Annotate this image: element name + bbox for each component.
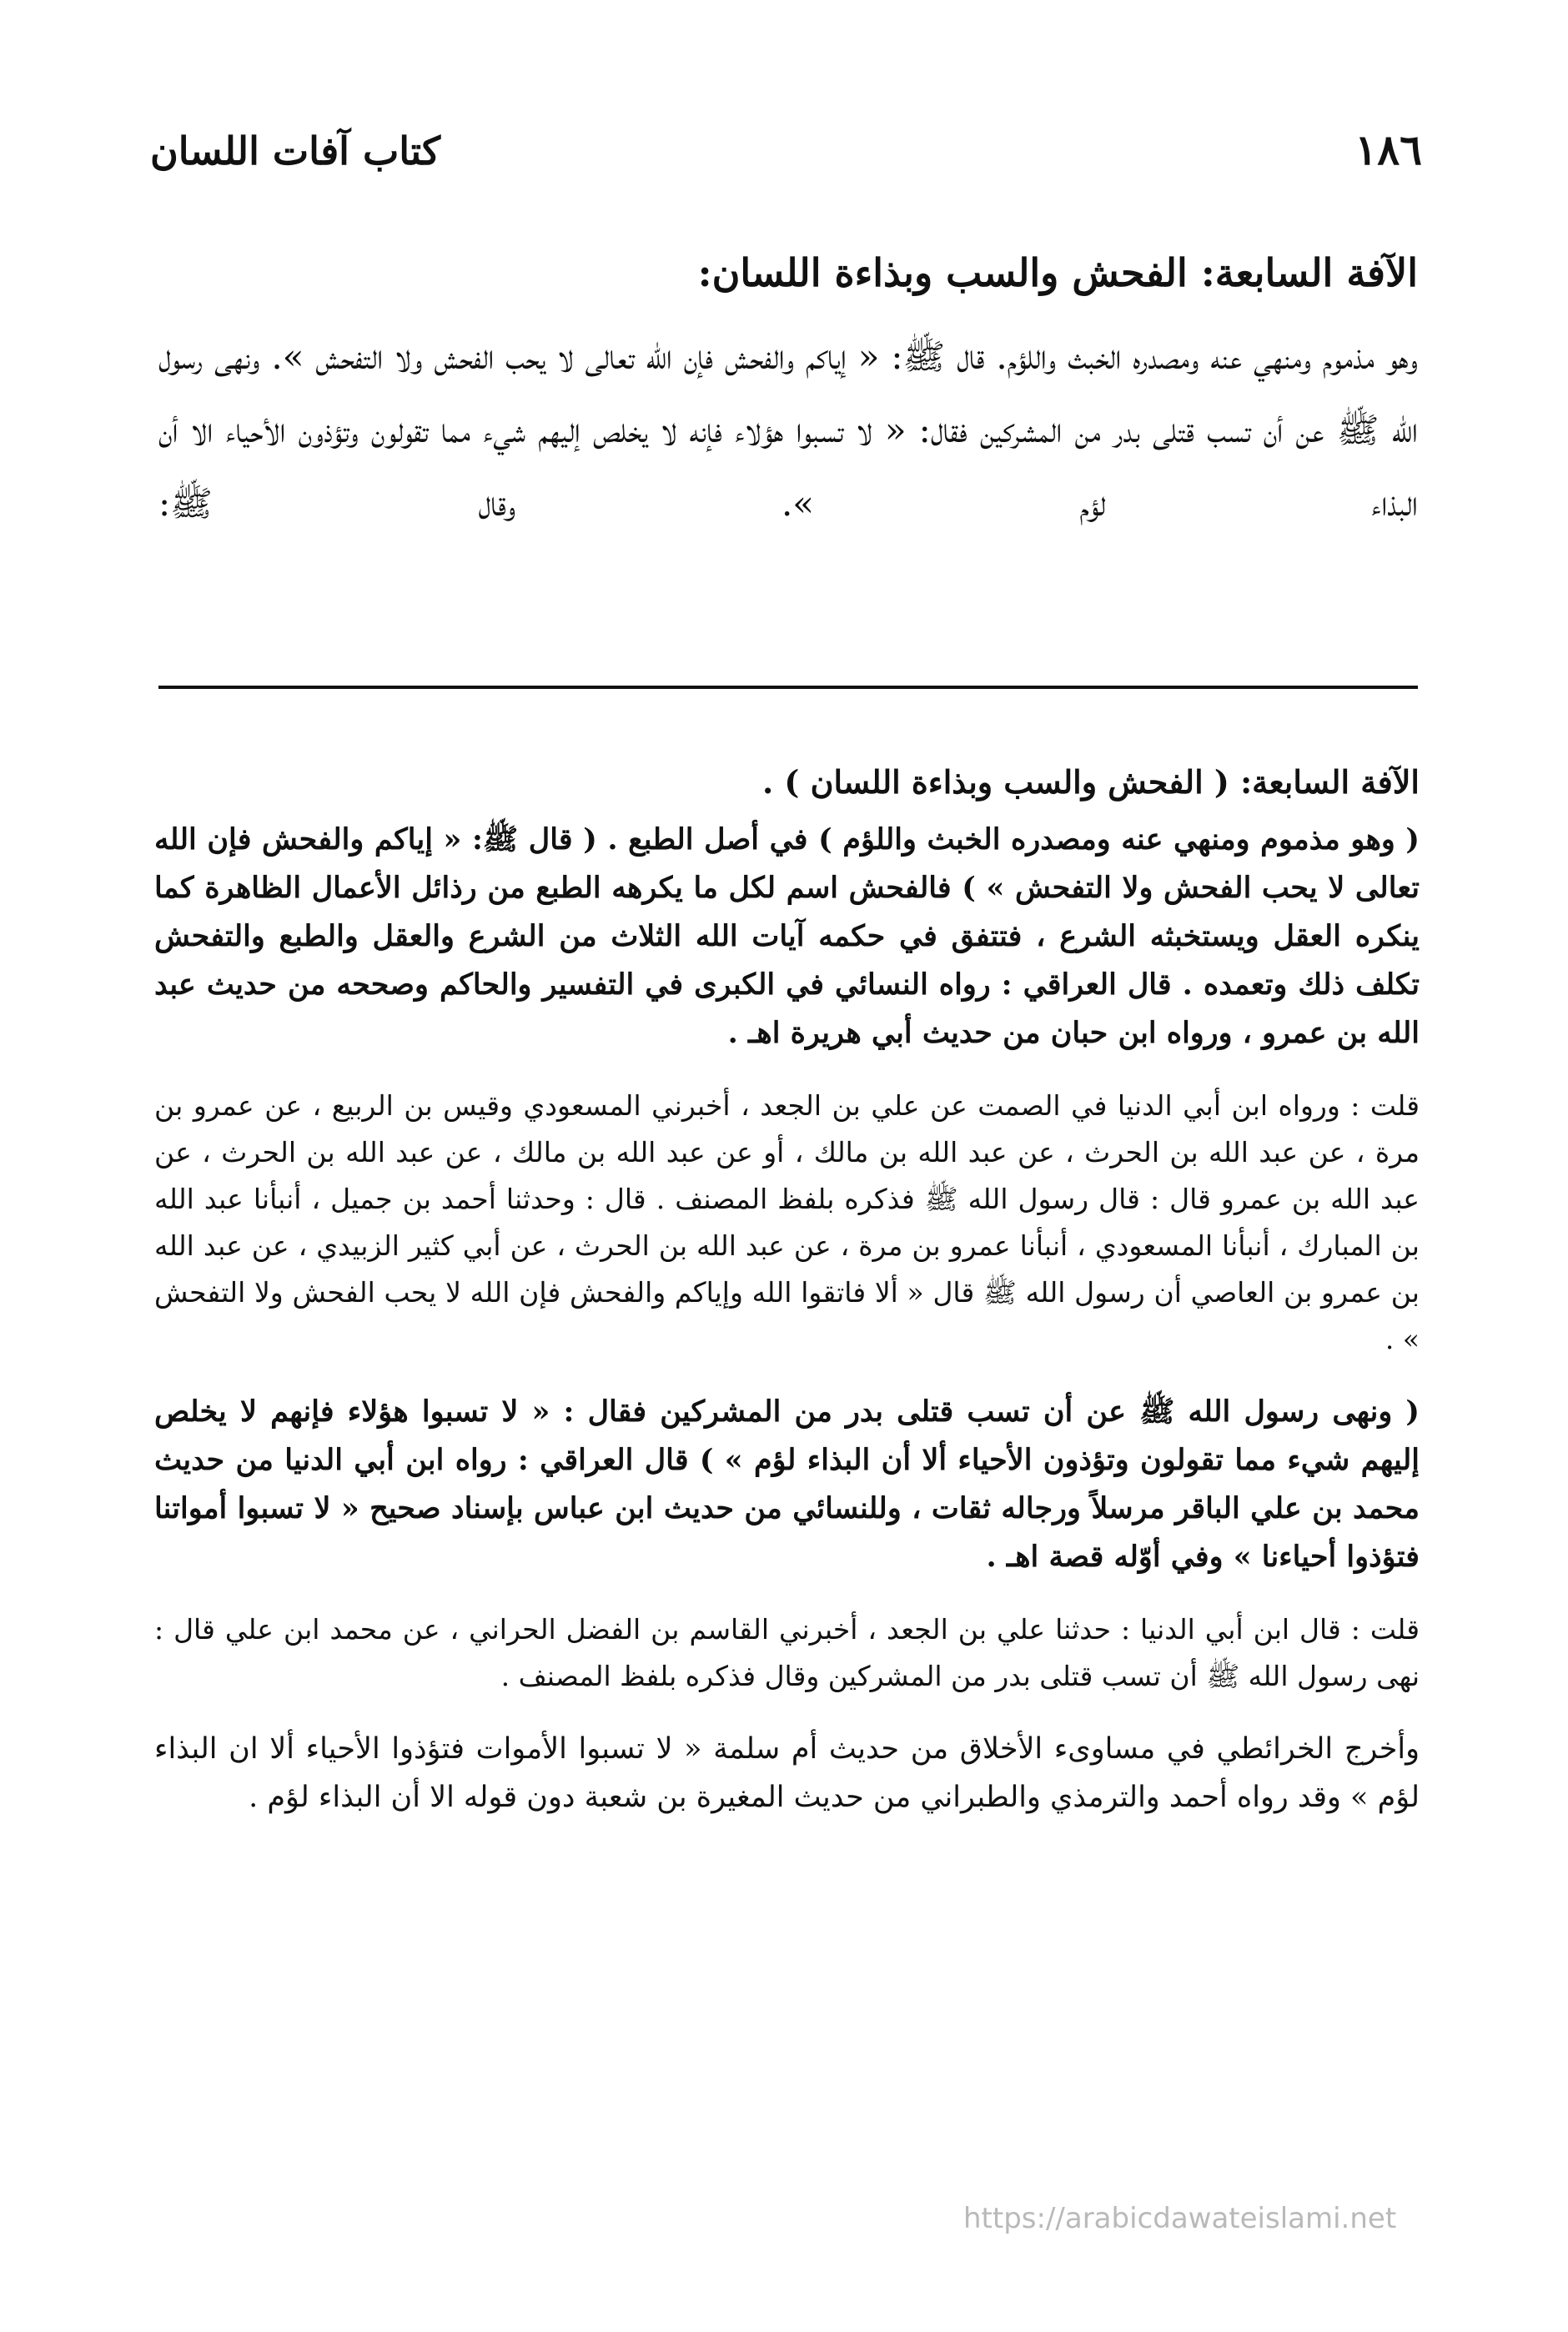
separator-line xyxy=(158,686,1418,689)
commentary-paragraph: وأخرج الخرائطي في مساوىء الأخلاق من حديث أم سلمة « لا تسبوا الأموات فتؤذوا الأحياء ألا ان البذاء لؤم » وقد رواه أحمد والترمذي والطبراني من حديث المغيرة بن شعبة دون قوله الا أن البذاء لؤم . xyxy=(154,1732,1420,1814)
commentary-heading: الآفة السابعة: ( الفحش والسب وبذاءة اللسان ) . xyxy=(761,763,1420,801)
section-heading: الآفة السابعة: الفحش والسب وبذاءة اللسان: xyxy=(697,250,1418,295)
commentary-note: قلت : ورواه ابن أبي الدنيا في الصمت عن علي بن الجعد ، أخبرني المسعودي وقيس بن الربيع ، عن عمرو بن مرة ، عن عبد الله بن الحرث ، عن عبد الله بن مالك ، أو عن عبد الله بن مالك ، عن عبد الله بن الحرث ، عن عبد الله بن عمرو قال : قال رسول الله ﷺ فذكره بلفظ المصنف . قال : وحدثنا أحمد بن جميل ، أنبأنا عبد الله بن المبارك ، أنبأنا المسعودي ، أنبأنا عمرو بن مرة ، عن عبد الله بن الحرث ، عن أبي كثير الزبيدي ، عن عبد الله بن عمرو بن العاصي أن رسول الله ﷺ قال « ألا فاتقوا الله وإياكم والفحش فإن الله لا يحب الفحش ولا التفحش » . xyxy=(154,1089,1420,1355)
commentary-section xyxy=(154,763,1420,1847)
main-paragraph: وهو مذموم ومنهي عنه ومصدره الخبث واللؤم. قال ﷺ: « إياكم والفحش فإن الله تعالى لا يحب الفحش ولا التفحش ». ونهى رسول الله ﷺ عن أن تسب قتلى بدر من المشركين فقال: « لا تسبوا هؤلاء فإنه لا يخلص إليهم شيء مما تقولون وتؤذون الأحياء الا أن البذاء لؤم ». وقال ﷺ: xyxy=(158,336,1418,524)
commentary-note: قلت : قال ابن أبي الدنيا : حدثنا علي بن الجعد ، أخبرني القاسم بن الفضل الحراني ، عن محمد ابن علي قال : نهى رسول الله ﷺ أن تسب قتلى بدر من المشركين وقال فذكره بلفظ المصنف . xyxy=(154,1613,1420,1692)
book-title: كتاب آفات اللسان xyxy=(150,128,441,173)
commentary-paragraph: ( ونهى رسول الله ﷺ عن أن تسب قتلى بدر من المشركين فقال : « لا تسبوا هؤلاء فإنهم لا يخلص إليهم شيء مما تقولون وتؤذون الأحياء ألا أن البذاء لؤم » ) قال العراقي : رواه ابن أبي الدنيا من حديث محمد بن علي الباقر مرسلاً ورجاله ثقات ، وللنسائي من حديث ابن عباس بإسناد صحيح « لا تسبوا أمواتنا فتؤذوا أحياءنا » وفي أوّله قصة اهـ . xyxy=(154,1395,1420,1574)
page-header xyxy=(150,125,1422,174)
page-number: ١٨٦ xyxy=(1354,125,1422,174)
main-text-section xyxy=(158,250,1418,540)
commentary-paragraph: ( وهو مذموم ومنهي عنه ومصدره الخبث واللؤم ) في أصل الطبع . ( قال ﷺ: « إياكم والفحش فإن الله تعالى لا يحب الفحش ولا التفحش » ) فالفحش اسم لكل ما يكرهه الطبع من رذائل الأعمال الظاهرة كما ينكره العقل ويستخبثه الشرع ، فتتفق في حكمه آيات الله الثلاث من الشرع والعقل والطبع والتفحش تكلف ذلك وتعمده . قال العراقي : رواه النسائي في الكبرى في التفسير والحاكم وصححه من حديث عبد الله بن عمرو ، ورواه ابن حبان من حديث أبي هريرة اهـ . xyxy=(154,822,1420,1050)
watermark-url: https://arabicdawateislami.net xyxy=(963,2202,1397,2235)
